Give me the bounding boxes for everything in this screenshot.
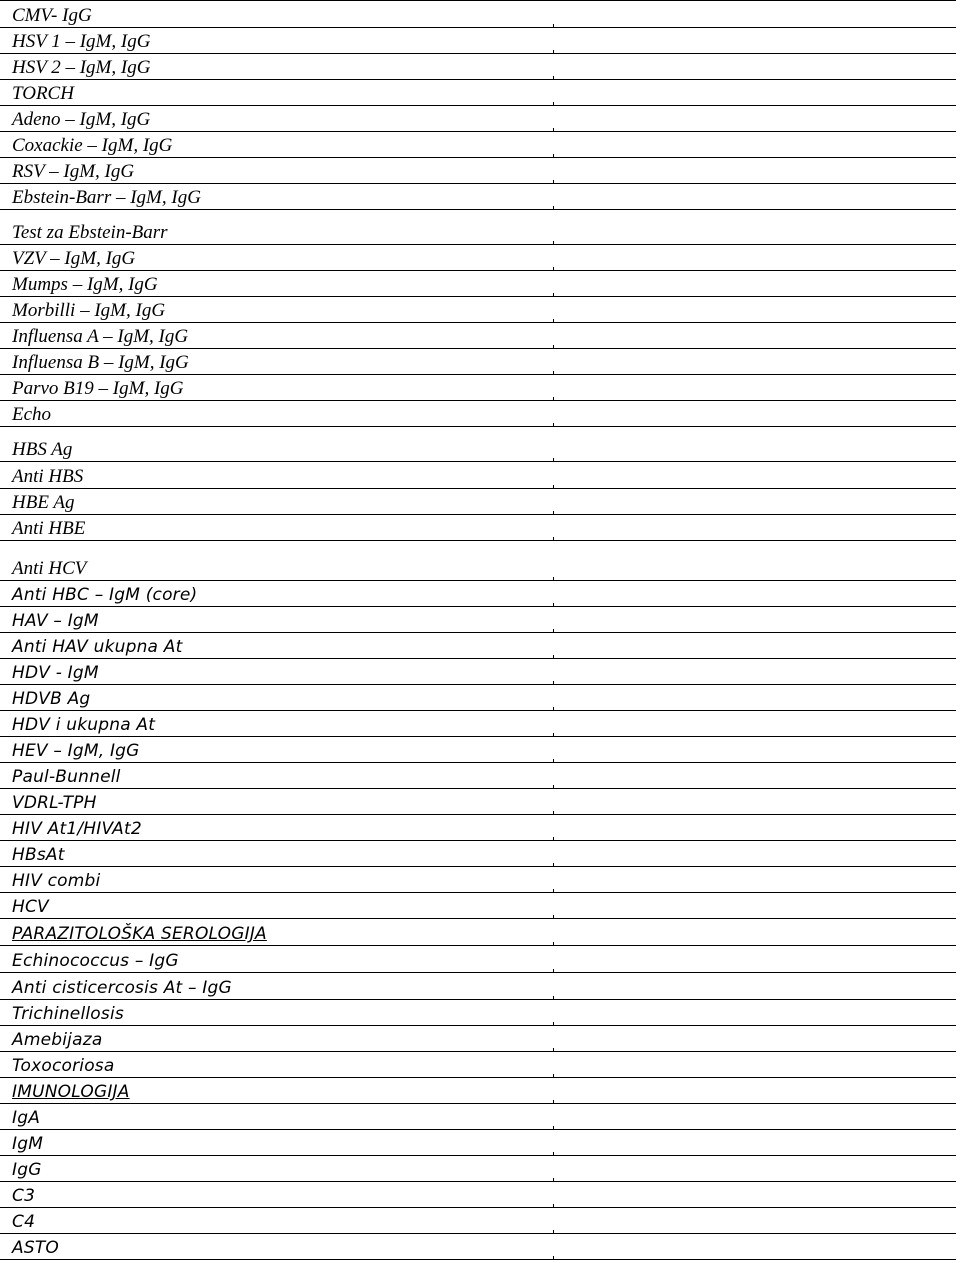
test-row <box>0 789 956 815</box>
test-label: HDV - IgM <box>12 663 99 683</box>
test-label: Morbilli – IgM, IgG <box>12 300 166 321</box>
test-label: Anti HBC – IgM (core) <box>12 585 198 605</box>
test-row <box>0 323 956 349</box>
test-label: HBE Ag <box>12 492 75 513</box>
test-label: Trichinellosis <box>12 1004 124 1024</box>
test-row <box>0 1078 956 1104</box>
test-row <box>0 1026 956 1052</box>
test-row <box>0 515 956 541</box>
test-row <box>0 462 956 489</box>
test-label: C3 <box>12 1186 36 1206</box>
test-label: Toxocoriosa <box>12 1056 115 1076</box>
test-label: Anti HBS <box>12 466 84 487</box>
test-label: Echo <box>12 404 52 425</box>
test-row <box>0 541 956 581</box>
test-label: Influensa B – IgM, IgG <box>12 352 189 373</box>
test-row <box>0 210 956 245</box>
test-label: Anti HBE <box>12 518 86 539</box>
test-row <box>0 245 956 271</box>
test-row <box>0 489 956 515</box>
test-row <box>0 132 956 158</box>
test-label: CMV- IgG <box>12 5 92 26</box>
test-label: HDVB Ag <box>12 689 91 709</box>
test-row <box>0 659 956 685</box>
test-row <box>0 1156 956 1182</box>
test-label: HSV 1 – IgM, IgG <box>12 31 151 52</box>
test-label: HDV i ukupna At <box>12 715 156 735</box>
test-label: HSV 2 – IgM, IgG <box>12 57 151 78</box>
test-label: Adeno – IgM, IgG <box>12 109 151 130</box>
test-row <box>0 349 956 375</box>
test-label: IgA <box>12 1108 41 1128</box>
test-label: Anti HCV <box>12 558 87 579</box>
test-label: Coxackie – IgM, IgG <box>12 135 173 156</box>
test-row <box>0 841 956 867</box>
test-label: VZV – IgM, IgG <box>12 248 136 269</box>
test-row <box>0 893 956 919</box>
test-label: C4 <box>12 1212 36 1232</box>
section-heading: PARAZITOLOŠKA SEROLOGIJA <box>12 924 267 944</box>
test-row <box>0 737 956 763</box>
test-row <box>0 271 956 297</box>
test-label: HBsAt <box>12 845 65 865</box>
test-label: Mumps – IgM, IgG <box>12 274 158 295</box>
test-row <box>0 1208 956 1234</box>
test-row <box>0 633 956 659</box>
test-label: Test za Ebstein-Barr <box>12 222 168 243</box>
test-row <box>0 919 956 946</box>
test-label: HIV combi <box>12 871 101 891</box>
test-row <box>0 581 956 607</box>
test-label: Amebijaza <box>12 1030 103 1050</box>
test-row <box>0 763 956 789</box>
test-label: Anti cisticercosis At – IgG <box>12 978 232 998</box>
test-row <box>0 1234 956 1260</box>
test-row <box>0 297 956 323</box>
test-row <box>0 1 956 28</box>
section-heading: IMUNOLOGIJA <box>12 1082 130 1102</box>
test-label: IgG <box>12 1160 42 1180</box>
test-row <box>0 815 956 841</box>
test-row <box>0 867 956 893</box>
test-row <box>0 973 956 1000</box>
test-row <box>0 54 956 80</box>
test-row <box>0 1182 956 1208</box>
test-row <box>0 106 956 132</box>
test-row <box>0 946 956 973</box>
test-label: Parvo B19 – IgM, IgG <box>12 378 184 399</box>
test-row <box>0 80 956 106</box>
test-label: HCV <box>12 897 49 917</box>
test-row <box>0 427 956 462</box>
test-row <box>0 28 956 54</box>
test-row <box>0 1000 956 1026</box>
column-tick <box>553 1256 554 1260</box>
test-row <box>0 1104 956 1130</box>
test-row <box>0 184 956 210</box>
test-label: IgM <box>12 1134 44 1154</box>
test-label: Ebstein-Barr – IgM, IgG <box>12 187 201 208</box>
test-row <box>0 1130 956 1156</box>
test-row <box>0 607 956 633</box>
test-label: HIV At1/HIVAt2 <box>12 819 142 839</box>
test-label: HEV – IgM, IgG <box>12 741 140 761</box>
test-label: Echinococcus – IgG <box>12 951 179 971</box>
test-row <box>0 158 956 184</box>
test-label: HAV – IgM <box>12 611 99 631</box>
test-label: Paul-Bunnell <box>12 767 121 787</box>
test-label: RSV – IgM, IgG <box>12 161 135 182</box>
test-row <box>0 711 956 737</box>
test-label: VDRL-TPH <box>12 793 97 813</box>
test-row <box>0 1052 956 1078</box>
test-row <box>0 375 956 401</box>
test-label: Anti HAV ukupna At <box>12 637 183 657</box>
test-label: HBS Ag <box>12 439 73 460</box>
test-label: ASTO <box>12 1238 59 1258</box>
test-label: TORCH <box>12 83 74 104</box>
test-row <box>0 401 956 427</box>
test-row <box>0 685 956 711</box>
test-label: Influensa A – IgM, IgG <box>12 326 189 347</box>
